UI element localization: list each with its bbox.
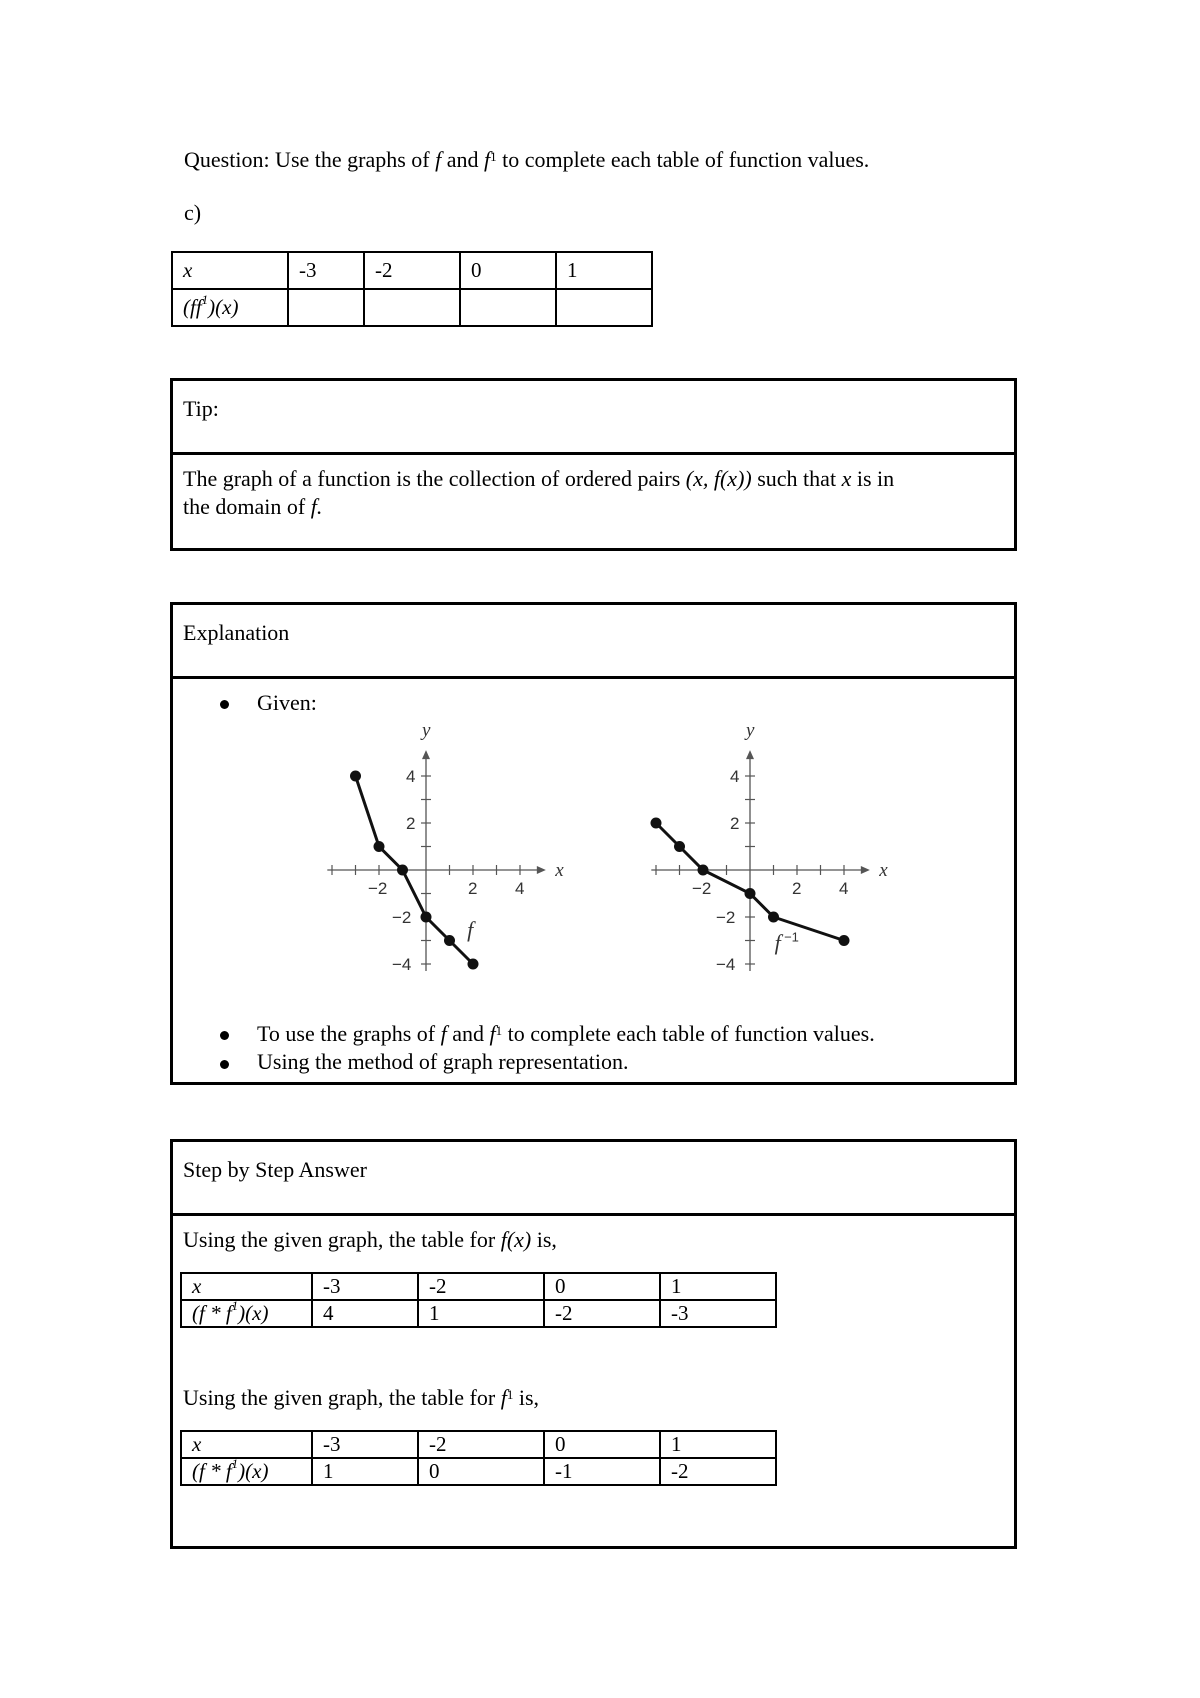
x-tick-label: −2: [692, 879, 712, 898]
y-tick-label: −2: [392, 908, 412, 927]
bullet-icon: [220, 1060, 229, 1069]
table-cell: 1: [660, 1273, 776, 1300]
table-cell: -2: [544, 1300, 660, 1327]
y-tick-label: −4: [716, 955, 736, 974]
table-cell: 4: [312, 1300, 418, 1327]
data-point: [674, 841, 685, 852]
x-tick-label: 2: [792, 879, 802, 898]
f-label: f: [467, 916, 474, 942]
table-cell: -3: [312, 1431, 418, 1458]
data-point: [651, 818, 662, 829]
tip-header: [173, 381, 1014, 455]
x-tick-label: 4: [515, 879, 525, 898]
question-table-row-label: $(ff^1)(x)$: [172, 289, 288, 326]
question-table-cell: -3: [288, 252, 364, 289]
f-inverse-sup: −1: [784, 929, 799, 945]
x-axis-arrow: [537, 866, 546, 874]
question-table-cell: 1: [556, 252, 652, 289]
bullet-icon: [220, 1031, 229, 1040]
data-point: [444, 935, 455, 946]
table-cell: 1: [418, 1300, 544, 1327]
table-cell: 0: [544, 1273, 660, 1300]
graph-f: [327, 720, 564, 974]
answer-header: [173, 1142, 1014, 1216]
y-tick-label: 4: [406, 767, 416, 786]
answer-cell-empty: [288, 289, 364, 326]
question-text: Question: Use the graphs of f and $f^1$ to complete each table of function values.: [184, 147, 870, 172]
table-cell: 1: [312, 1458, 418, 1485]
data-point: [421, 912, 432, 923]
table-cell: 0: [544, 1431, 660, 1458]
x-axis-label: x: [555, 860, 564, 881]
table-cell: -2: [418, 1273, 544, 1300]
data-point: [839, 935, 850, 946]
data-point: [698, 865, 709, 876]
tip-title: Tip:: [183, 396, 219, 421]
x-tick-label: 2: [468, 879, 478, 898]
y-axis-label: y: [422, 720, 431, 742]
answer-table-f: [180, 1272, 777, 1328]
question-table-cell: 0: [460, 252, 556, 289]
answer-line-2: Using the given graph, the table for $f^1$ is,: [183, 1385, 540, 1410]
part-label: c): [184, 200, 202, 225]
table-cell: -1: [544, 1458, 660, 1485]
y-tick-label: 2: [406, 814, 416, 833]
given-label: Given:: [257, 690, 317, 715]
data-point: [397, 865, 408, 876]
y-axis-label: y: [746, 720, 755, 742]
x-tick-label: −2: [368, 879, 388, 898]
graph-f-inverse: [651, 720, 889, 974]
table-cell: 1: [660, 1431, 776, 1458]
data-point: [350, 771, 361, 782]
table-cell: -3: [312, 1273, 418, 1300]
data-point: [374, 841, 385, 852]
y-tick-label: 4: [730, 767, 740, 786]
explanation-box: [170, 602, 1017, 1085]
y-tick-label: 2: [730, 814, 740, 833]
f-inverse-label: f: [774, 929, 781, 955]
x-axis-label: x: [879, 860, 888, 881]
answer-table-f-inverse: [180, 1430, 777, 1486]
y-axis-arrow: [746, 750, 754, 759]
y-axis-arrow: [422, 750, 430, 759]
table-cell: -2: [660, 1458, 776, 1485]
tip-body-line-2: the domain of f.: [183, 494, 323, 519]
question-table-cell: -2: [364, 252, 460, 289]
question-table: [171, 251, 653, 327]
y-tick-label: −4: [392, 955, 412, 974]
explanation-title: Explanation: [183, 620, 290, 645]
table-cell: 0: [418, 1458, 544, 1485]
answer-cell-empty: [556, 289, 652, 326]
question-table-x-header: x: [172, 252, 288, 289]
bullet-purpose: To use the graphs of f and $f^1$ to complete each table of function values.: [257, 1021, 875, 1046]
answer-cell-empty: [364, 289, 460, 326]
tip-body: The graph of a function is the collection of ordered pairs (x, f(x)) such that x is in: [183, 466, 895, 491]
data-point: [468, 959, 479, 970]
x-tick-label: 4: [839, 879, 849, 898]
graphs-svg: [173, 605, 1014, 1082]
tip-box: [170, 378, 1017, 551]
answer-table-x-header: x: [181, 1273, 312, 1300]
y-tick-label: −2: [716, 908, 736, 927]
x-axis-arrow: [861, 866, 870, 874]
data-point: [745, 888, 756, 899]
table-cell: -2: [418, 1431, 544, 1458]
answer-cell-empty: [460, 289, 556, 326]
answer-table-row-label: $(f * f^1)(x)$: [181, 1458, 312, 1485]
data-point: [768, 912, 779, 923]
answer-box: [170, 1139, 1017, 1549]
answer-table-row-label: $(f * f^1)(x)$: [181, 1300, 312, 1327]
table-cell: -3: [660, 1300, 776, 1327]
answer-line-1: Using the given graph, the table for f(x) is,: [183, 1227, 557, 1252]
bullet-method: Using the method of graph representation.: [257, 1049, 629, 1074]
answer-table-x-header: x: [181, 1431, 312, 1458]
answer-title: Step by Step Answer: [183, 1157, 367, 1182]
